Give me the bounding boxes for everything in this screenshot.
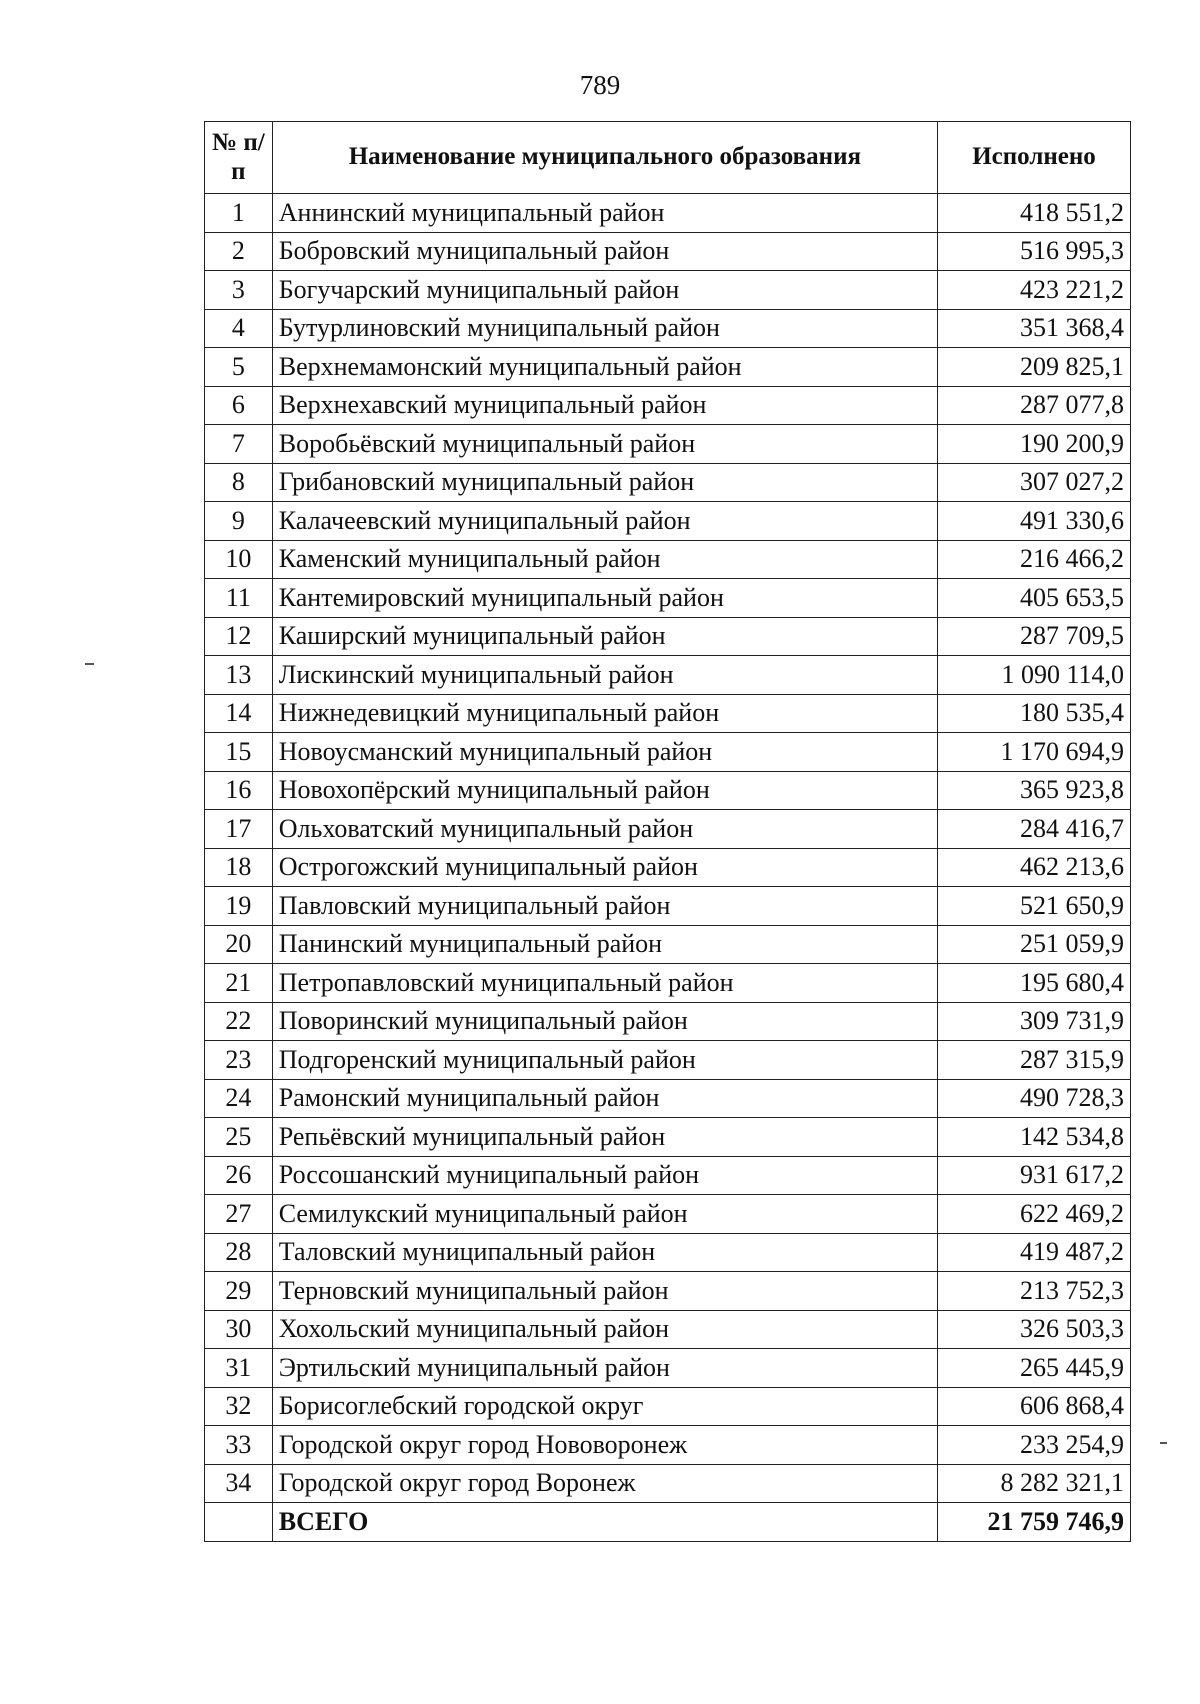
row-number: 28 — [205, 1233, 273, 1272]
table-row — [205, 656, 1131, 695]
municipality-name: Калачеевский муниципальный район — [272, 502, 937, 541]
executed-amount: 190 200,9 — [937, 425, 1130, 464]
executed-amount: 490 728,3 — [937, 1079, 1130, 1118]
row-number: 6 — [205, 386, 273, 425]
table-row — [205, 733, 1131, 772]
executed-amount: 521 650,9 — [937, 887, 1130, 926]
executed-amount: 1 090 114,0 — [937, 656, 1130, 695]
municipality-name: Каменский муниципальный район — [272, 540, 937, 579]
table-body — [205, 194, 1131, 1542]
row-number: 21 — [205, 964, 273, 1003]
municipality-name: Грибановский муниципальный район — [272, 463, 937, 502]
municipality-name: Бутурлиновский муниципальный район — [272, 309, 937, 348]
executed-amount: 1 170 694,9 — [937, 733, 1130, 772]
header-executed: Исполнено — [937, 122, 1130, 194]
executed-amount: 326 503,3 — [937, 1310, 1130, 1349]
row-number: 18 — [205, 848, 273, 887]
row-number: 32 — [205, 1387, 273, 1426]
table-row — [205, 1426, 1131, 1465]
row-number: 2 — [205, 232, 273, 271]
total-amount: 21 759 746,9 — [937, 1503, 1130, 1542]
table-row — [205, 1272, 1131, 1311]
municipality-name: Семилукский муниципальный район — [272, 1195, 937, 1234]
row-number: 22 — [205, 1002, 273, 1041]
table-row — [205, 1002, 1131, 1041]
table-row — [205, 194, 1131, 233]
table-row — [205, 1233, 1131, 1272]
executed-amount: 423 221,2 — [937, 271, 1130, 310]
municipality-name: Аннинский муниципальный район — [272, 194, 937, 233]
row-number: 14 — [205, 694, 273, 733]
municipality-name: Лискинский муниципальный район — [272, 656, 937, 695]
executed-amount: 8 282 321,1 — [937, 1464, 1130, 1503]
row-number: 26 — [205, 1156, 273, 1195]
row-number: 16 — [205, 771, 273, 810]
municipality-name: Богучарский муниципальный район — [272, 271, 937, 310]
municipality-name: Таловский муниципальный район — [272, 1233, 937, 1272]
executed-amount: 622 469,2 — [937, 1195, 1130, 1234]
executed-amount: 287 315,9 — [937, 1041, 1130, 1080]
row-number: 30 — [205, 1310, 273, 1349]
executed-amount: 606 868,4 — [937, 1387, 1130, 1426]
table-row — [205, 848, 1131, 887]
row-number: 11 — [205, 579, 273, 618]
municipality-name: Павловский муниципальный район — [272, 887, 937, 926]
executed-amount: 195 680,4 — [937, 964, 1130, 1003]
municipality-name: Каширский муниципальный район — [272, 617, 937, 656]
executed-amount: 419 487,2 — [937, 1233, 1130, 1272]
header-row-number: № п/п — [205, 122, 273, 194]
table-row — [205, 1118, 1131, 1157]
table-header-row — [205, 122, 1131, 194]
table-row — [205, 771, 1131, 810]
executed-amount: 405 653,5 — [937, 579, 1130, 618]
row-number: 7 — [205, 425, 273, 464]
table-row — [205, 1156, 1131, 1195]
executed-amount: 351 368,4 — [937, 309, 1130, 348]
table-row — [205, 271, 1131, 310]
page-number: 789 — [579, 70, 621, 100]
row-number: 4 — [205, 309, 273, 348]
table-row — [205, 925, 1131, 964]
municipality-name: Кантемировский муниципальный район — [272, 579, 937, 618]
row-number: 25 — [205, 1118, 273, 1157]
table-row — [205, 232, 1131, 271]
row-number: 13 — [205, 656, 273, 695]
table-row — [205, 540, 1131, 579]
municipality-name: Бобровский муниципальный район — [272, 232, 937, 271]
table-row — [205, 386, 1131, 425]
row-number: 20 — [205, 925, 273, 964]
municipality-name: Новохопёрский муниципальный район — [272, 771, 937, 810]
row-number: 19 — [205, 887, 273, 926]
municipality-name: Подгоренский муниципальный район — [272, 1041, 937, 1080]
table-row — [205, 348, 1131, 387]
municipality-name: Городской округ город Нововоронеж — [272, 1426, 937, 1465]
executed-amount: 265 445,9 — [937, 1349, 1130, 1388]
table-row — [205, 1079, 1131, 1118]
row-number: 5 — [205, 348, 273, 387]
row-number: 23 — [205, 1041, 273, 1080]
executed-amount: 180 535,4 — [937, 694, 1130, 733]
municipality-name: Воробьёвский муниципальный район — [272, 425, 937, 464]
municipality-name: Репьёвский муниципальный район — [272, 1118, 937, 1157]
row-number: 33 — [205, 1426, 273, 1465]
executed-amount: 931 617,2 — [937, 1156, 1130, 1195]
executed-amount: 216 466,2 — [937, 540, 1130, 579]
executed-amount: 491 330,6 — [937, 502, 1130, 541]
executed-amount: 309 731,9 — [937, 1002, 1130, 1041]
row-number: 15 — [205, 733, 273, 772]
municipality-name: Городской округ город Воронеж — [272, 1464, 937, 1503]
executed-amount: 516 995,3 — [937, 232, 1130, 271]
municipality-name: Верхнехавский муниципальный район — [272, 386, 937, 425]
row-number: 31 — [205, 1349, 273, 1388]
table-row — [205, 1041, 1131, 1080]
municipality-name: Россошанский муниципальный район — [272, 1156, 937, 1195]
executed-amount: 142 534,8 — [937, 1118, 1130, 1157]
table-row — [205, 1195, 1131, 1234]
municipality-name: Острогожский муниципальный район — [272, 848, 937, 887]
executed-amount: 284 416,7 — [937, 810, 1130, 849]
municipality-name: Поворинский муниципальный район — [272, 1002, 937, 1041]
row-number: 10 — [205, 540, 273, 579]
executed-amount: 365 923,8 — [937, 771, 1130, 810]
row-number: 24 — [205, 1079, 273, 1118]
executed-amount: 462 213,6 — [937, 848, 1130, 887]
executed-amount: 213 752,3 — [937, 1272, 1130, 1311]
executed-amount: 418 551,2 — [937, 194, 1130, 233]
executed-amount: 251 059,9 — [937, 925, 1130, 964]
table-row — [205, 309, 1131, 348]
municipality-name: Ольховатский муниципальный район — [272, 810, 937, 849]
row-number: 34 — [205, 1464, 273, 1503]
scan-mark-left — [85, 663, 94, 665]
executed-amount: 287 709,5 — [937, 617, 1130, 656]
total-row — [205, 1503, 1131, 1542]
row-number: 17 — [205, 810, 273, 849]
municipality-name: Терновский муниципальный район — [272, 1272, 937, 1311]
table-row — [205, 1310, 1131, 1349]
executed-amount: 287 077,8 — [937, 386, 1130, 425]
row-number: 8 — [205, 463, 273, 502]
table-row — [205, 502, 1131, 541]
table-row — [205, 810, 1131, 849]
table-row — [205, 463, 1131, 502]
budget-execution-table — [204, 121, 1131, 1542]
municipality-name: Хохольский муниципальный район — [272, 1310, 937, 1349]
table-row — [205, 964, 1131, 1003]
municipality-name: Новоусманский муниципальный район — [272, 733, 937, 772]
executed-amount: 307 027,2 — [937, 463, 1130, 502]
row-number: 1 — [205, 194, 273, 233]
executed-amount: 233 254,9 — [937, 1426, 1130, 1465]
row-number: 3 — [205, 271, 273, 310]
municipality-name: Петропавловский муниципальный район — [272, 964, 937, 1003]
total-label: ВСЕГО — [272, 1503, 937, 1542]
table-row — [205, 579, 1131, 618]
row-number: 12 — [205, 617, 273, 656]
municipality-name: Эртильский муниципальный район — [272, 1349, 937, 1388]
executed-amount: 209 825,1 — [937, 348, 1130, 387]
total-row-number — [205, 1503, 273, 1542]
municipality-name: Рамонский муниципальный район — [272, 1079, 937, 1118]
table-row — [205, 1349, 1131, 1388]
municipality-name: Борисоглебский городской округ — [272, 1387, 937, 1426]
table-row — [205, 1387, 1131, 1426]
row-number: 9 — [205, 502, 273, 541]
table-row — [205, 694, 1131, 733]
table-row — [205, 425, 1131, 464]
row-number: 27 — [205, 1195, 273, 1234]
table-row — [205, 887, 1131, 926]
municipality-name: Верхнемамонский муниципальный район — [272, 348, 937, 387]
row-number: 29 — [205, 1272, 273, 1311]
municipality-name: Нижнедевицкий муниципальный район — [272, 694, 937, 733]
scan-mark-right — [1160, 1442, 1167, 1444]
municipality-name: Панинский муниципальный район — [272, 925, 937, 964]
table-row — [205, 1464, 1131, 1503]
header-municipality-name: Наименование муниципального образования — [272, 122, 937, 194]
table-row — [205, 617, 1131, 656]
